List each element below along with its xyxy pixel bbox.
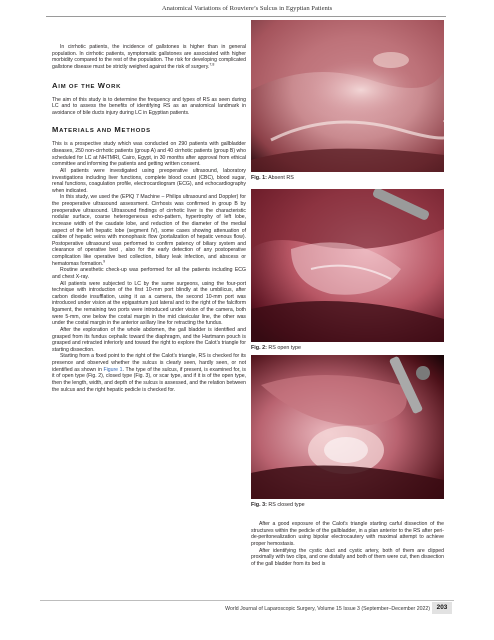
methods-paragraph-6: After the exploration of the whole abdomen, the gall bladder is identified and grasped from its fundus cephalic toward the diaphragm, and the Hartmann pouch is grasped and retracted inferiorly and toward the right to explore the Calot’s triangle for starting dissection. [52, 326, 246, 353]
figure-1 [251, 20, 444, 182]
methods-paragraph-5: All patients were subjected to LC by the same surgeons, using the four-port technique with introduction of the first 10-mm port blindly at the umbilicus, after carbon dioxide insufflation, using it as a camera, the second 10-mm port was introduced under vision at the epigastrium just lateral and to the right of the falciform ligament, the remaining two ports were introduced under vision of the camera, both were 5-mm, one below the costal margin in the mid clavicular line, the other was under the costal margin in the anterior axillary line for retracting the fundus. [52, 280, 246, 327]
aim-heading: AIM OF THE WORK [52, 80, 122, 90]
header-rule [46, 16, 446, 17]
right-paragraph-1: After a good exposure of the Calot’s triangle starting carful dissection of the structures within the pedicle of the gallbladder, in a plan anterior to the RS after peri-de-peritonealization using bipolar electrocautery with maximal attempt to achieve proper hemostasis. [251, 521, 444, 547]
figure-3 [251, 355, 444, 509]
figure-1-link[interactable]: Figure 1 [103, 366, 123, 373]
footer-rule [40, 600, 454, 601]
figure-3-image [251, 355, 444, 499]
figure-3-caption: Fig. 3: RS closed type [251, 502, 305, 508]
figure-2-caption: Fig. 2: RS open type [251, 345, 302, 351]
methods-paragraph-7: Starting from a fixed point to the right of the Calot’s triangle, RS is checked for its presence and observed whether the sulcus is clearly seen, hardly seen, or not identified as shown in Figure 1. The type of the sulcus, if present, is examined for, is it of open type (Fig. 2), closed type (Fig. 3), or scar type, and if it is of the open type, then the length, width, and depth of the sulcus is assessed, and the relation between the sulcus and the right hepatic pedicle is checked for. [52, 353, 246, 393]
figure-2 [251, 189, 444, 352]
methods-paragraph-1: This is a prospective study which was conducted on 290 patients with gallbladder diseases, 250 non-cirrhotic patients (group A) and 40 cirrhotic patients (group B) who scheduled for LC at NHTMRI, Cairo, Egypt, in 30 months after approval from ethical committee and informing the patients and getting written consent. [52, 141, 246, 168]
right-paragraph-2: After identifying the cystic duct and cystic artery, both of them are clipped proximally with two clips, and one distally and both of them were cut, then dissection of the gall bladder from its bed is [251, 547, 444, 567]
right-column-text [251, 521, 444, 567]
running-title: Anatomical Variations of Rouviere’s Sulcus in Egyptian Patients [161, 5, 333, 12]
methods-paragraph-4: Routine anesthetic check-up was performed for all the patients including ECG and chest X-ray. [52, 267, 246, 280]
left-column [52, 44, 246, 393]
figure-1-image [251, 20, 444, 172]
figure-1-caption: Fig. 1: Absent RS [251, 175, 294, 181]
page-number: 203 [432, 602, 452, 614]
methods-paragraph-2: All patients were investigated using preoperative ultrasound, laboratory investigations including liver functions, complete blood count (CBC), blood sugar, renal functions, coagulation profile, electrocardiogram (ECG), and echocardiography when indicated. [52, 167, 246, 194]
methods-paragraph-3: In this study, we used the (EPIQ 7 Machine – Philips ultrasound and Doppler) for the preoperative ultrasound assessment. Cirrhosis was confirmed in group B by preoperative ultrasound. Ultrasound findings of cirrhotic liver is the characteristic nodular surface, coarse heterogeneous echo-pattern, hypertrophy of left lobe, increase width of the caudate lobe, and reduction of the diameter of the medial aspect of the left hepatic lobe (segment IV), some cases showing attenuation of calibre of hepatic veins with monophasic flow (portalization of hepatic venous flow). Postoperative ultrasound was performed to confirm patency of biliary system and clearance of operative bed , also for the early detection of any postoperative complication like operative bed collection, biliary leak infection, and abscess or hematomas formation.$^9$ [52, 194, 246, 267]
intro-paragraph: In cirrhotic patients, the incidence of gallstones is higher than in general population. In cirrhotic patients, symptomatic gallstones are associated with higher morbidity compared to the rest of the population. The risk for developing complicated gallstone disease must be strictly weighed against the risk of surgery.$^{7,8}$ [52, 44, 246, 70]
aim-paragraph: The aim of this study is to determine the frequency and types of RS as seen during LC and to assess the benefits of identifying RS as an anatomical landmark in avoidance of bile ducts injury during LC in Egyptian patients. [52, 96, 246, 116]
footer-journal: World Journal of Laparoscopic Surgery, Volume 15 Issue 3 (September–December 2022) [225, 606, 430, 612]
figure-2-image [251, 189, 444, 342]
methods-heading: MATERIALS AND METHODS [52, 125, 151, 135]
